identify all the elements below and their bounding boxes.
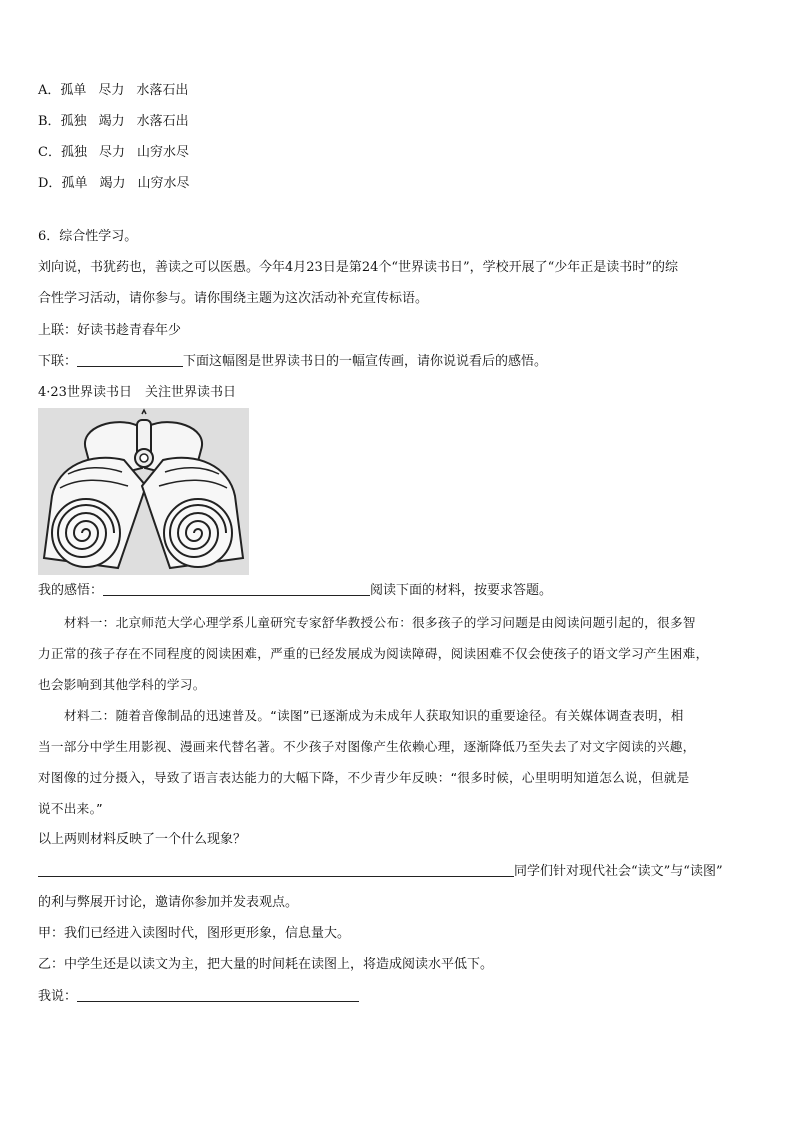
viewpoint-jia: 甲：我们已经进入读图时代，图形更形象，信息量大。	[38, 926, 351, 941]
lower-couplet-row	[38, 352, 547, 372]
material-2-line2: 当一部分中学生用影视、漫画来代替名著。不少孩子对图像产生依赖心理，逐渐降低乃至失去了对文字阅读的兴趣，	[38, 739, 696, 754]
discussion-prompt-line1: 同学们针对现代社会“读文”与“读图”	[514, 864, 723, 879]
phenomenon-blank[interactable]	[38, 862, 514, 877]
question-6-title: 6．综合性学习。	[38, 229, 138, 244]
poster-prompt: 下面这幅图是世界读书日的一幅宣传画，请你说说看后的感悟。	[183, 354, 548, 369]
upper-couplet: 上联：好读书趁青春年少	[38, 323, 182, 338]
feeling-blank[interactable]	[103, 581, 370, 596]
poster-caption: 4·23世界读书日 关注世界读书日	[38, 385, 236, 400]
phenomenon-answer-row	[38, 862, 723, 882]
option-c[interactable]: C．孤独 尽力 山穷水尽	[38, 145, 189, 160]
feeling-label: 我的感悟：	[38, 583, 104, 598]
material-1-line1: 材料一：北京师范大学心理学系儿童研究专家舒华教授公布：很多孩子的学习问题是由阅读问题引起的，很多智	[64, 615, 696, 630]
material-1-line2: 力正常的孩子存在不同程度的阅读困难，严重的已经发展成为阅读障碍，阅读困难不仅会使孩子的语文学习产生困难，	[38, 646, 709, 661]
material-2-line4: 说不出来。”	[38, 801, 103, 816]
feeling-row	[38, 581, 552, 601]
option-d[interactable]: D．孤单 竭力 山穷水尽	[38, 176, 190, 191]
option-b[interactable]: B．孤独 竭力 水落石出	[38, 114, 189, 129]
reading-instruction: 阅读下面的材料，按要求答题。	[370, 583, 553, 598]
binoculars-book-illustration	[38, 408, 249, 575]
option-label: A．	[38, 83, 61, 98]
question-6-intro-line2: 合性学习活动，请你参与。请你围绕主题为这次活动补充宣传标语。	[38, 291, 429, 306]
lower-couplet-blank[interactable]	[77, 352, 183, 367]
option-label: D．	[38, 176, 62, 191]
option-a[interactable]: A．孤单 尽力 水落石出	[38, 83, 189, 98]
material-2-line3: 对图像的过分摄入，导致了语言表达能力的大幅下降，不少青少年反映：“很多时候，心里明明知道怎么说，但就是	[38, 770, 690, 785]
lower-couplet-label: 下联：	[38, 354, 78, 369]
my-view-row	[38, 987, 359, 1007]
option-label: C．	[38, 145, 61, 160]
phenomenon-question: 以上两则材料反映了一个什么现象？	[38, 832, 247, 847]
discussion-prompt-line2: 的利与弊展开讨论，邀请你参加并发表观点。	[38, 895, 299, 910]
material-1-line3: 也会影响到其他学科的学习。	[38, 677, 206, 692]
option-label: B．	[38, 114, 61, 129]
my-view-blank[interactable]	[77, 987, 359, 1002]
viewpoint-yi: 乙：中学生还是以读文为主，把大量的时间耗在读图上，将造成阅读水平低下。	[38, 957, 494, 972]
my-view-label: 我说：	[38, 989, 78, 1004]
material-2-line1: 材料二：随着音像制品的迅速普及。“读图”已逐渐成为未成年人获取知识的重要途径。有关媒体调查表明，相	[64, 708, 684, 723]
question-6-intro-line1: 刘向说，书犹药也，善读之可以医愚。今年4月23日是第24个“世界读书日”，学校开展了“少年正是读书时”的综	[38, 260, 678, 275]
